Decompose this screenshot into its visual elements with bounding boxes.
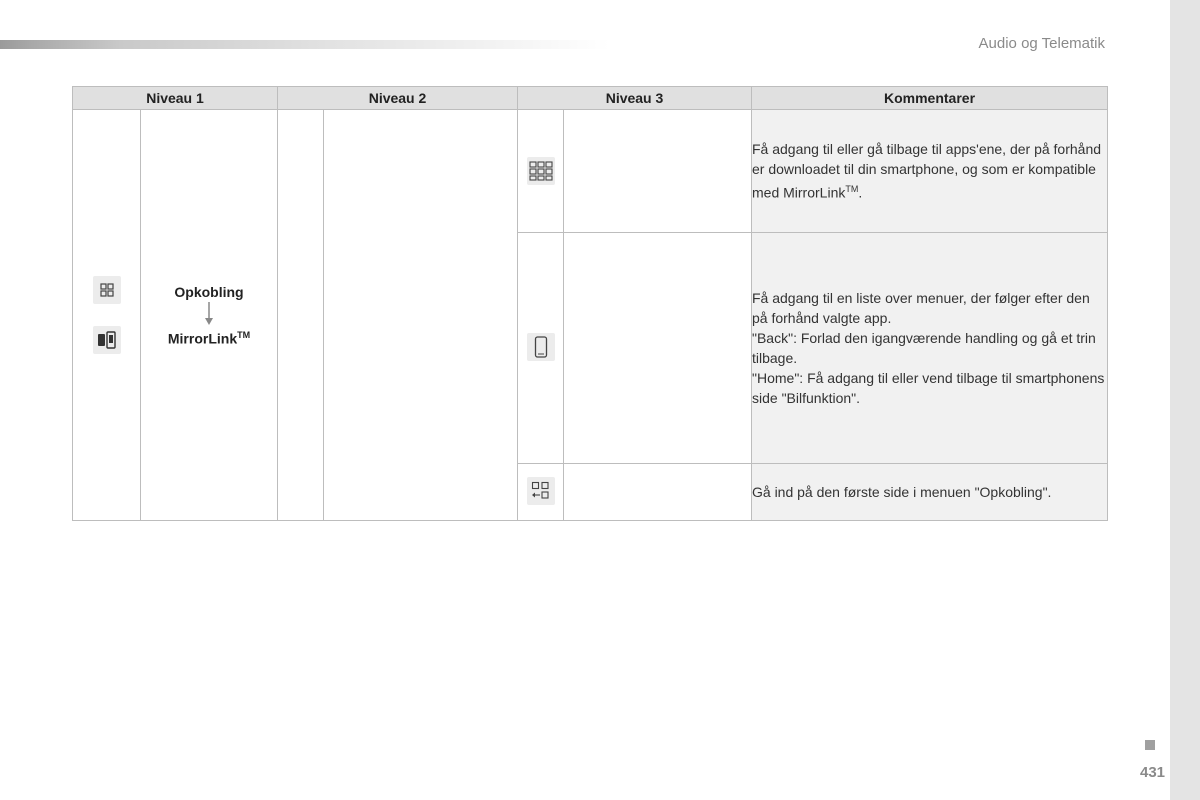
comment-line: "Back": Forlad den igangværende handling og gå et trin tilbage.	[752, 330, 1096, 367]
page-marker	[1145, 740, 1155, 750]
comment-cell: Gå ind på den første side i menuen "Opkobling".	[752, 463, 1108, 520]
level2-icon-cell	[278, 110, 324, 521]
comment-line: "Home": Få adgang til eller vend tilbage til smartphonens side "Bilfunktion".	[752, 370, 1105, 407]
level3-label-cell	[564, 233, 752, 464]
table-header-row	[73, 87, 1108, 110]
level3-icon-cell	[518, 233, 564, 464]
apps-grid-icon	[527, 157, 555, 185]
level1-label-top: Opkobling	[174, 283, 244, 300]
col-header-niveau-3: Niveau 3	[518, 87, 752, 110]
col-header-niveau-2: Niveau 2	[278, 87, 518, 110]
level3-label-cell	[564, 463, 752, 520]
page-number: 431	[1140, 764, 1166, 781]
menu-table	[72, 86, 1108, 521]
smartphone-icon	[527, 333, 555, 361]
comment-cell: Få adgang til eller gå tilbage til apps'ene, der på forhånd er downloadet til din smartphone, og som er kompatible med MirrorLink™.	[752, 110, 1108, 233]
table-row	[73, 110, 1108, 233]
grid-icon	[93, 276, 121, 304]
level1-label-cell	[141, 110, 278, 521]
level3-label-cell	[564, 110, 752, 233]
arrow-down-icon	[204, 302, 214, 326]
mirrorlink-icon	[93, 326, 121, 354]
col-header-niveau-1: Niveau 1	[73, 87, 278, 110]
comment-line: Få adgang til en liste over menuer, der følger efter den på forhånd valgte app.	[752, 290, 1090, 327]
level3-icon-cell	[518, 463, 564, 520]
col-header-kommentarer: Kommentarer	[752, 87, 1108, 110]
level2-label-cell	[324, 110, 518, 521]
header-decor-bar	[0, 40, 610, 49]
level1-label-bottom: MirrorLink™	[167, 329, 251, 347]
page-edge-strip	[1170, 0, 1200, 800]
level1-icon-cell	[73, 110, 141, 521]
comment-cell	[752, 233, 1108, 464]
section-title: Audio og Telematik	[978, 35, 1105, 52]
back-to-grid-icon	[527, 477, 555, 505]
level3-icon-cell	[518, 110, 564, 233]
